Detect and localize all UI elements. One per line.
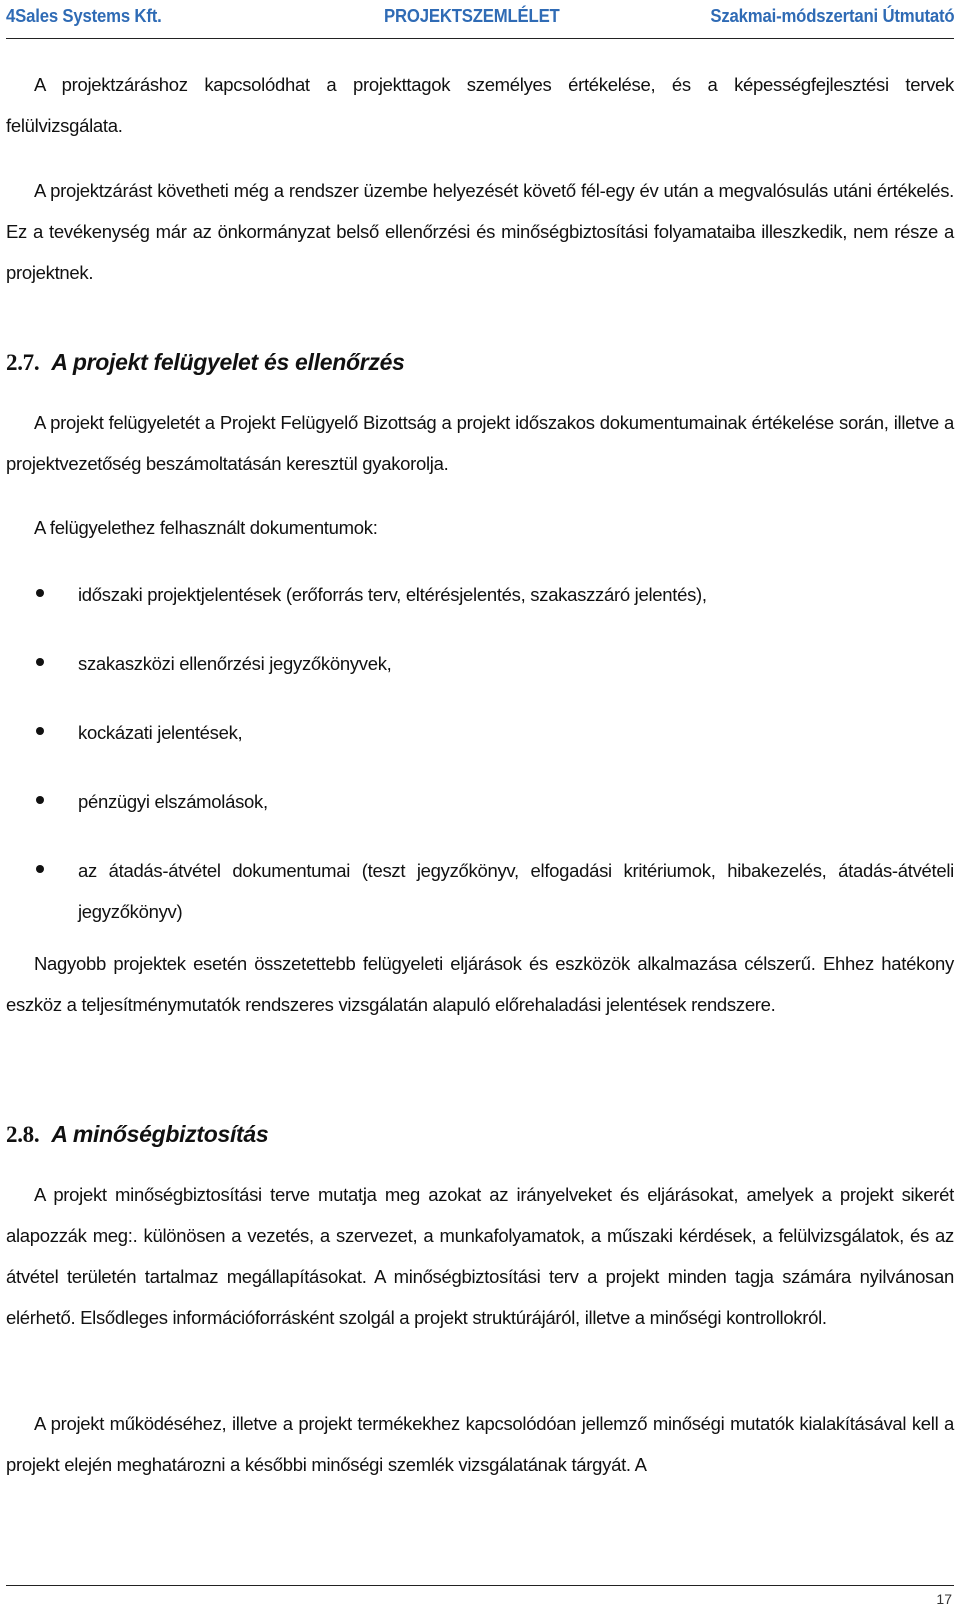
list-item: időszaki projektjelentések (erőforrás terv, eltérésjelentés, szakaszzáró jelentés), bbox=[6, 574, 954, 615]
bullet-icon bbox=[36, 727, 44, 735]
documents-list bbox=[6, 574, 954, 932]
section-number: 2.7. bbox=[6, 350, 40, 375]
header-company: 4Sales Systems Kft. bbox=[6, 6, 162, 26]
paragraph-quality-plan: A projekt minőségbiztosítási terve mutatja meg azokat az irányelveket és eljárásokat, amelyek a projekt sikerét alapozzák meg:. különösen a vezetés, a szervezet, a munkafolyamatok, a műszaki kérdések, a felülvizsgálatok, és az átvétel területén tartalmaz megállapításokat. A minőségbiztosítási terv a projekt minden tagja számára nyilvánosan elérhető. Elsődleges információforrásként szolgál a projekt struktúrájáról, illetve a minőségi kontrollokról. bbox=[6, 1184, 954, 1328]
page-header bbox=[6, 0, 954, 38]
bullet-icon bbox=[36, 658, 44, 666]
paragraph-supervision: A projekt felügyeletét a Projekt Felügyelő Bizottság a projekt időszakos dokumentumainak értékelése során, illetve a projektvezetőség beszámoltatásán keresztül gyakorolja. bbox=[6, 412, 954, 474]
section-number: 2.8. bbox=[6, 1122, 40, 1147]
paragraph-quality-indicators: A projekt működéséhez, illetve a projekt termékekhez kapcsolódóan jellemző minőségi mutatók kialakításával kell a projekt elején meghatározni a későbbi minőségi szemlék vizsgálatának tárgyát. A bbox=[6, 1413, 954, 1475]
list-item: kockázati jelentések, bbox=[6, 712, 954, 753]
section-title: A projekt felügyelet és ellenőrzés bbox=[51, 349, 405, 375]
footer-rule bbox=[6, 1585, 954, 1586]
section-heading-2-8 bbox=[6, 1121, 954, 1148]
paragraph-project-closure-evaluation: A projektzáráshoz kapcsolódhat a projekttagok személyes értékelése, és a képességfejlesztési tervek felülvizsgálata. bbox=[6, 74, 954, 136]
header-subtitle: Szakmai-módszertani Útmutató bbox=[709, 6, 954, 26]
page-number: 17 bbox=[936, 1591, 952, 1607]
paragraph-documents-intro: A felügyelethez felhasznált dokumentumok: bbox=[34, 517, 378, 538]
bullet-icon bbox=[36, 865, 44, 873]
paragraph-larger-projects: Nagyobb projektek esetén összetettebb felügyeleti eljárások és eszközök alkalmazása célszerű. Ehhez hatékony eszköz a teljesítménymutatók rendszeres vizsgálatán alapuló előrehaladási jelentések rendszere. bbox=[6, 953, 954, 1015]
bullet-icon bbox=[36, 796, 44, 804]
bullet-icon bbox=[36, 589, 44, 597]
header-rule bbox=[6, 38, 954, 39]
section-title: A minőségbiztosítás bbox=[51, 1121, 269, 1147]
header-title: PROJEKTSZEMLÉLET bbox=[384, 6, 560, 26]
list-item: pénzügyi elszámolások, bbox=[6, 781, 954, 822]
section-heading-2-7 bbox=[6, 349, 954, 376]
list-item: az átadás-átvétel dokumentumai (teszt jegyzőkönyv, elfogadási kritériumok, hibakezelés, átadás-átvételi jegyzőkönyv) bbox=[6, 850, 954, 932]
list-item: szakaszközi ellenőrzési jegyzőkönyvek, bbox=[6, 643, 954, 684]
paragraph-post-implementation-review: A projektzárást követheti még a rendszer üzembe helyezését követő fél-egy év után a megvalósulás utáni értékelés. Ez a tevékenység már az önkormányzat belső ellenőrzési és minőségbiztosítási folyamataiba illeszkedik, nem része a projektnek. bbox=[6, 180, 954, 283]
